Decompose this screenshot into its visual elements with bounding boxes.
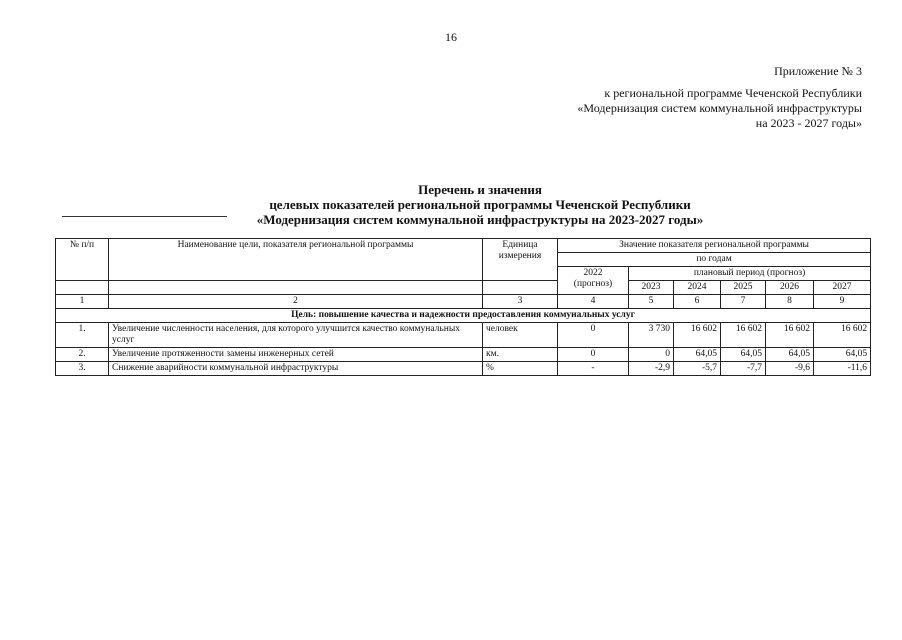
header-num: № п/п: [56, 239, 109, 281]
appendix-title: Приложение № 3: [774, 64, 862, 78]
row-value-2027: 16 602: [814, 323, 871, 348]
row-name: Увеличение численности населения, для которого улучшится качество коммунальных услуг: [109, 323, 483, 348]
row-name: Увеличение протяженности замены инженерных сетей: [109, 348, 483, 362]
header-forecast-year: 2022: [583, 268, 603, 278]
appendix-block: [522, 64, 862, 131]
column-numbers-row: [56, 295, 871, 309]
appendix-line-2: «Модернизация систем коммунальной инфраструктуры: [577, 101, 862, 115]
page-number: 16: [445, 30, 457, 44]
header-forecast-note: (прогноз): [573, 279, 613, 289]
title-underline: [62, 216, 227, 217]
row-value-2022: 0: [558, 323, 629, 348]
header-value-group: Значение показателя региональной программы: [558, 239, 871, 253]
row-value-2022: -: [558, 362, 629, 376]
header-row-1: [56, 239, 871, 253]
row-value-2025: 16 602: [721, 323, 766, 348]
row-value-2027: 64,05: [814, 348, 871, 362]
header-num-cont: [56, 281, 109, 295]
title-line-3: «Модернизация систем коммунальной инфраструктуры на 2023-2027 годы»: [256, 212, 704, 227]
row-value-2026: 64,05: [766, 348, 814, 362]
header-unit: Единица измерения: [483, 239, 558, 281]
colnum-7: 7: [721, 295, 766, 309]
goal-text: Цель: повышение качества и надежности предоставления коммунальных услуг: [56, 309, 871, 323]
row-unit: км.: [483, 348, 558, 362]
colnum-4: 4: [558, 295, 629, 309]
header-planned: плановый период (прогноз): [629, 267, 871, 281]
row-unit: %: [483, 362, 558, 376]
table-row: [56, 348, 871, 362]
header-name-cont: [109, 281, 483, 295]
row-value-2023: -2,9: [629, 362, 674, 376]
header-year-2023: 2023: [629, 281, 674, 295]
table-row: [56, 362, 871, 376]
header-by-years: по годам: [558, 253, 871, 267]
title-line-2: целевых показателей региональной программы Чеченской Республики: [269, 197, 691, 212]
appendix-line-3: на 2023 - 2027 годы»: [755, 116, 862, 130]
row-value-2022: 0: [558, 348, 629, 362]
row-name: Снижение аварийности коммунальной инфраструктуры: [109, 362, 483, 376]
header-name: Наименование цели, показателя региональной программы: [109, 239, 483, 281]
row-num: 1.: [56, 323, 109, 348]
row-num: 3.: [56, 362, 109, 376]
row-value-2024: 16 602: [674, 323, 721, 348]
row-unit: человек: [483, 323, 558, 348]
header-year-2026: 2026: [766, 281, 814, 295]
header-unit-cont: [483, 281, 558, 295]
row-value-2025: -7,7: [721, 362, 766, 376]
row-num: 2.: [56, 348, 109, 362]
header-year-2027: 2027: [814, 281, 871, 295]
title-line-1: Перечень и значения: [418, 182, 542, 197]
header-year-2025: 2025: [721, 281, 766, 295]
appendix-line-1: к региональной программе Чеченской Республики: [604, 86, 862, 100]
row-value-2024: 64,05: [674, 348, 721, 362]
header-row-4: [56, 281, 871, 295]
table-row: [56, 323, 871, 348]
colnum-9: 9: [814, 295, 871, 309]
colnum-6: 6: [674, 295, 721, 309]
row-value-2023: 0: [629, 348, 674, 362]
header-year-2024: 2024: [674, 281, 721, 295]
colnum-5: 5: [629, 295, 674, 309]
row-value-2023: 3 730: [629, 323, 674, 348]
colnum-2: 2: [109, 295, 483, 309]
colnum-1: 1: [56, 295, 109, 309]
header-forecast: [558, 267, 629, 295]
row-value-2026: 16 602: [766, 323, 814, 348]
goal-row: [56, 309, 871, 323]
colnum-3: 3: [483, 295, 558, 309]
document-title: [100, 182, 860, 227]
colnum-8: 8: [766, 295, 814, 309]
row-value-2027: -11,6: [814, 362, 871, 376]
indicators-table: [55, 238, 871, 376]
row-value-2024: -5,7: [674, 362, 721, 376]
row-value-2025: 64,05: [721, 348, 766, 362]
row-value-2026: -9,6: [766, 362, 814, 376]
